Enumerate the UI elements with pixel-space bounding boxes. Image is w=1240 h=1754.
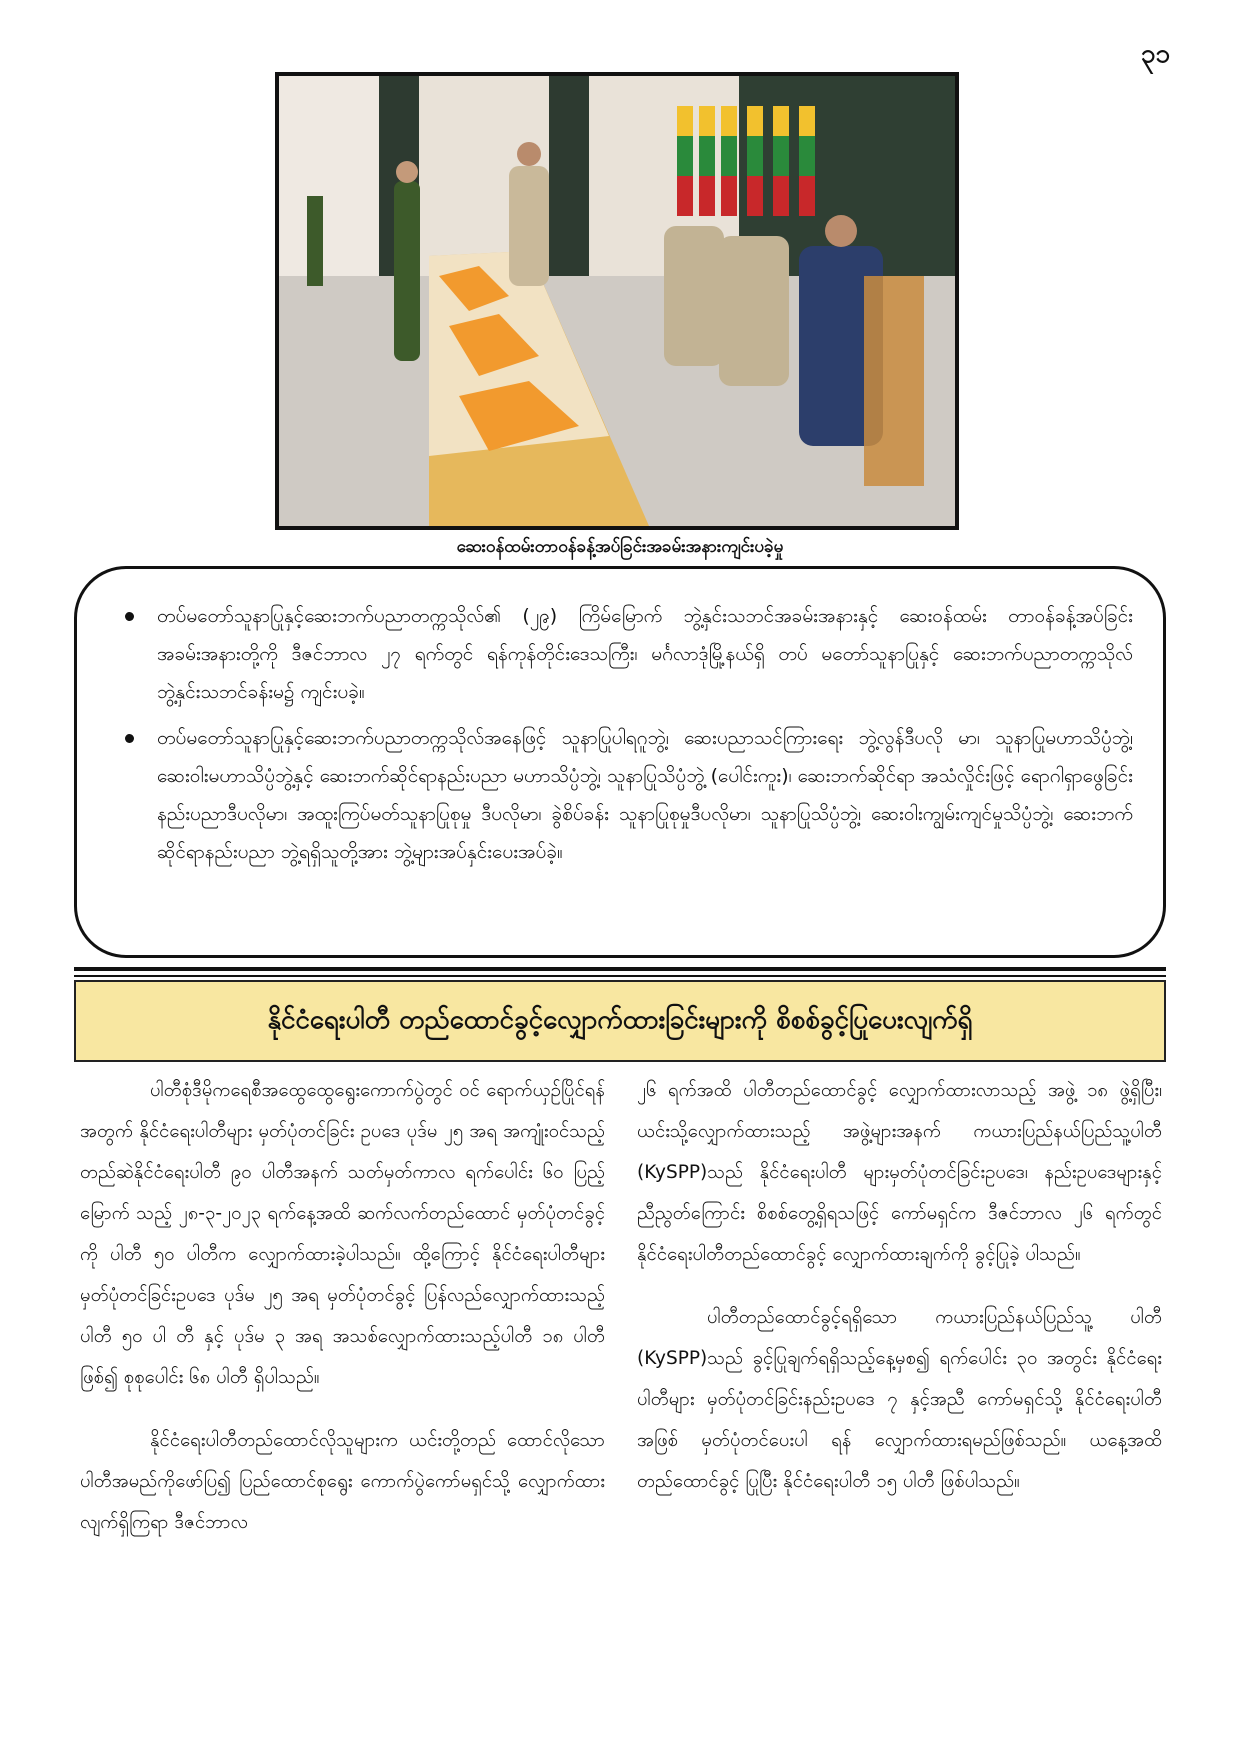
wooden-chair bbox=[864, 276, 924, 486]
article-body bbox=[80, 1070, 1162, 1730]
cadet-head bbox=[396, 161, 418, 183]
airforce-officer-head bbox=[825, 215, 857, 247]
article-paragraph: ပါတီတည်ထောင်ခွင့်ရရှိသော ကယားပြည်နယ်ပြည်သူ့ ပါတီ (KySPP)သည် ခွင့်ပြုချက်ရရှိသည့်နေ့မှစ၍ ရက်ပေါင်း ၃၀ အတွင်း နိုင်ငံရေးပါတီများ မှတ်ပုံတင်ခြင်းနည်းဥပဒေ ၇ နှင့်အညီ ကော်မရှင်သို့ နိုင်ငံရေးပါတီအဖြစ် မှတ်ပုံတင်ပေးပါ ရန် လျှောက်ထားရမည်ဖြစ်သည်။ ယနေ့အထိ တည်ထောင်ခွင့် ပြုပြီး နိုင်ငံရေးပါတီ ၁၅ ပါတီ ဖြစ်ပါသည်။ bbox=[637, 1307, 1162, 1492]
dark-curtain-center bbox=[549, 76, 589, 306]
summary-list bbox=[105, 597, 1133, 871]
summary-item bbox=[105, 719, 1133, 871]
article-paragraph: ပါတီစုံဒီမိုကရေစီအထွေထွေရွေးကောက်ပွဲတွင် ဝင် ရောက်ယှဉ်ပြိုင်ရန်အတွက် နိုင်ငံရေးပါတီများ မှတ်ပုံတင်ခြင်း ဥပဒေ ပုဒ်မ ၂၅ အရ အကျုံးဝင်သည့် တည်ဆဲနိုင်ငံရေးပါတီ ၉၀ ပါတီအနက် သတ်မှတ်ကာလ ရက်ပေါင်း ၆၀ ပြည့်မြောက် သည့် ၂၈-၃-၂၀၂၃ ရက်နေ့အထိ ဆက်လက်တည်ထောင် မှတ်ပုံတင်ခွင့်ကို ပါတီ ၅၀ ပါတီက လျှောက်ထားခဲ့ပါသည်။ ထို့ကြောင့် နိုင်ငံရေးပါတီများ မှတ်ပုံတင်ခြင်းဥပဒေ ပုဒ်မ ၂၅ အရ မှတ်ပုံတင်ခွင့် ပြန်လည်လျှောက်ထားသည့် ပါတီ ၅၀ ပါ တီ နှင့် ပုဒ်မ ၃ အရ အသစ်လျှောက်ထားသည့်ပါတီ ၁၈ ပါတီ ဖြစ်၍ စုစုပေါင်း ၆၈ ပါတီ ရှိပါသည်။ bbox=[80, 1080, 605, 1388]
article-heading: နိုင်ငံရေးပါတီ တည်ထောင်ခွင့်လျှောက်ထားခြင်းများကို စိစစ်ခွင့်ပြုပေးလျက်ရှိ bbox=[74, 980, 1166, 1062]
summary-item-text: တပ်မတော်သူနာပြုနှင့်ဆေးဘက်ပညာတက္ကသိုလ်အနေဖြင့် သူနာပြုပါရဂူဘွဲ့၊ ဆေးပညာသင်ကြားရေး ဘွဲ့လွန်ဒီပလို မာ၊ သူနာပြုမဟာသိပ္ပံဘွဲ့၊ ဆေးဝါးမဟာသိပ္ပံဘွဲ့နှင့် ဆေးဘက်ဆိုင်ရာနည်းပညာ မဟာသိပ္ပံဘွဲ့၊ သူနာပြုသိပ္ပံဘွဲ့ (ပေါင်းကူး)၊ ဆေးဘက်ဆိုင်ရာ အသံလှိုင်းဖြင့် ရောဂါရှာဖွေခြင်းနည်းပညာဒီပလိုမာ၊ အထူးကြပ်မတ်သူနာပြုစုမှု ဒီပလိုမာ၊ ခွဲစိပ်ခန်း သူနာပြုစုမှုဒီပလိုမာ၊ သူနာပြုသိပ္ပံဘွဲ့၊ ဆေးဝါးကျွမ်းကျင်မှုသိပ္ပံဘွဲ့၊ ဆေးဘက်ဆိုင်ရာနည်းပညာ ဘွဲ့ရရှိသူတို့အား ဘွဲ့များအပ်နှင်းပေးအပ်ခဲ့။ bbox=[157, 727, 1133, 863]
article-right-column bbox=[637, 1070, 1162, 1730]
ceremony-photo bbox=[275, 72, 959, 530]
article-paragraph: ၂၆ ရက်အထိ ပါတီတည်ထောင်ခွင့် လျှောက်ထားလာသည့် အဖွဲ့ ၁၈ ဖွဲ့ရှိပြီး၊ ယင်းသို့လျှောက်ထားသည့် အဖွဲ့များအနက် ကယားပြည်နယ်ပြည်သူ့ပါတီ (KySPP)သည် နိုင်ငံရေးပါတီ များမှတ်ပုံတင်ခြင်းဥပဒေ၊ နည်းဥပဒေများနှင့်ညီညွတ်ကြောင်း စိစစ်တွေ့ရှိရသဖြင့် ကော်မရှင်က ဒီဇင်ဘာလ ၂၆ ရက်တွင် နိုင်ငံရေးပါတီတည်ထောင်ခွင့် လျှောက်ထားချက်ကို ခွင့်ပြုခဲ့ ပါသည်။ bbox=[637, 1080, 1162, 1265]
summary-item bbox=[105, 597, 1133, 711]
bullet-icon bbox=[125, 734, 134, 743]
article-paragraph: နိုင်ငံရေးပါတီတည်ထောင်လိုသူများက ယင်းတို့တည် ထောင်လိုသောပါတီအမည်ကိုဖော်ပြ၍ ပြည်ထောင်စုရွေး ကောက်ပွဲကော်မရှင်သို့ လျှောက်ထားလျက်ရှိကြရာ ဒီဇင်ဘာလ bbox=[80, 1430, 605, 1533]
presenting-officer bbox=[509, 166, 549, 286]
page-number: ၃၁ bbox=[1140, 39, 1170, 69]
summary-box bbox=[74, 566, 1166, 958]
summary-item-text: တပ်မတော်သူနာပြုနှင့်ဆေးဘက်ပညာတက္ကသိုလ်၏ (၂၉) ကြိမ်မြောက် ဘွဲ့နှင်းသဘင်အခမ်းအနားနှင့် ဆေးဝန်ထမ်း တာဝန်ခန့်အပ်ခြင်းအခမ်းအနားတို့ကို ဒီဇင်ဘာလ ၂၇ ရက်တွင် ရန်ကုန်တိုင်းဒေသကြီး၊ မင်္ဂလာဒုံမြို့နယ်ရှိ တပ် မတော်သူနာပြုနှင့် ဆေးဘက်ပညာတက္ကသိုလ် ဘွဲ့နှင်းသဘင်ခန်းမ၌ ကျင်းပခဲ့။ bbox=[157, 605, 1133, 703]
bullet-icon bbox=[125, 612, 134, 621]
article-left-column bbox=[80, 1070, 605, 1730]
photo-caption: ဆေးဝန်ထမ်းတာဝန်ခန့်အပ်ခြင်းအခမ်းအနားကျင်းပခဲ့မှု bbox=[456, 537, 784, 557]
guard-figure bbox=[307, 196, 323, 286]
ceremony-photo-illustration bbox=[279, 76, 955, 526]
seated-officer-1 bbox=[664, 226, 724, 366]
section-divider-thin bbox=[74, 975, 1166, 977]
section-divider-thick bbox=[74, 967, 1166, 971]
cadet-figure bbox=[394, 181, 420, 361]
officer-head bbox=[517, 142, 541, 166]
seated-officer-2 bbox=[719, 236, 789, 386]
